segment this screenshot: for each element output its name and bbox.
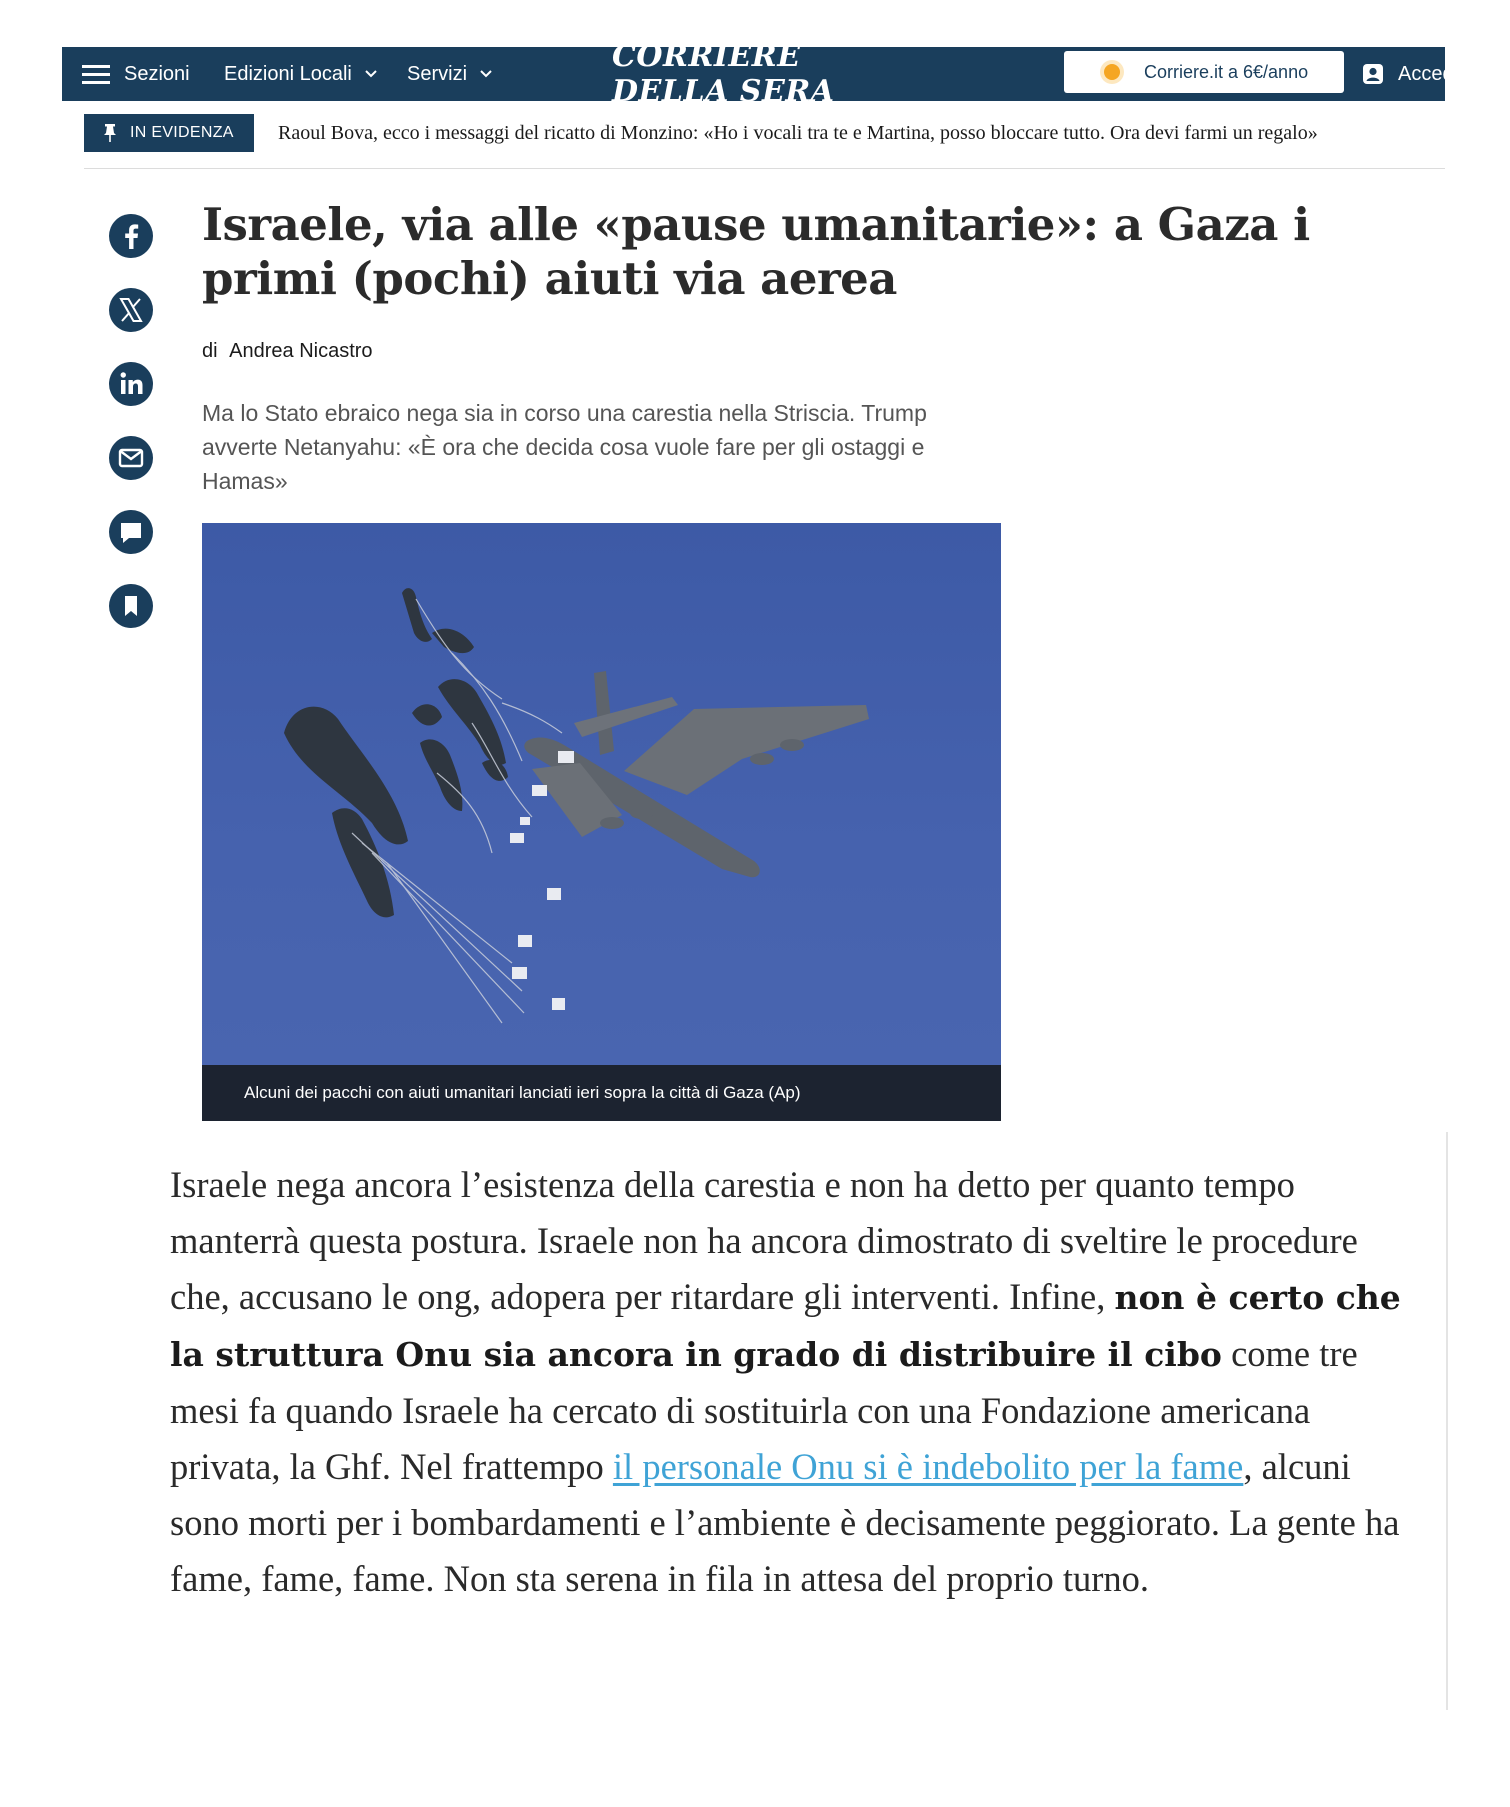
article-side-rule — [1446, 1132, 1448, 1710]
promo-label: Corriere.it a 6€/anno — [1144, 61, 1309, 82]
site-logo[interactable]: CORRIERE DELLA SERA — [612, 39, 835, 109]
bookmark-button[interactable] — [109, 584, 153, 628]
article-title: Israele, via alle «pause umanitarie»: a Gaza i primi (pochi) aiuti via aerea — [202, 198, 1310, 305]
comments-button[interactable] — [109, 510, 153, 554]
chevron-down-icon — [479, 69, 493, 79]
bookmark-icon — [109, 584, 153, 628]
evidence-headline-link[interactable]: Raoul Bova, ecco i messaggi del ricatto di Monzino: «Ho i vocali tra te e Martina, posso bloccare tutto. Ora devi farmi un regalo» — [278, 121, 1318, 144]
services-dropdown[interactable] — [407, 47, 493, 101]
paragraph-text-2: come tre mesi fa quando Israele ha cercato di sostituirla con una Fondazione americana privata, la Ghf. Nel frattempo — [170, 1333, 1358, 1487]
login-button[interactable] — [1362, 47, 1458, 101]
airdrop-illustration — [202, 523, 1001, 1065]
promo-dot-icon — [1104, 64, 1120, 80]
byline — [202, 340, 373, 363]
article-photo[interactable] — [202, 523, 1001, 1121]
comment-icon — [109, 510, 153, 554]
linkedin-share-button[interactable] — [109, 362, 153, 406]
services-label: Servizi — [407, 62, 468, 85]
facebook-share-button[interactable] — [109, 214, 153, 258]
login-label: Accedi — [1398, 62, 1459, 85]
in-evidence-badge — [84, 114, 254, 152]
author-link[interactable]: Andrea Nicastro — [229, 340, 373, 362]
sections-menu-button[interactable] — [82, 47, 190, 101]
paragraph-text-1: Israele nega ancora l’esistenza della carestia e non ha detto per quanto tempo manterrà questa postura. Israele non ha ancora dimostrato di sveltire le procedure che, accusano le ong, adopera per ritardare gli interventi. Infine, — [170, 1164, 1358, 1317]
social-share-bar — [109, 214, 153, 658]
byline-prefix: di — [202, 340, 218, 362]
linkedin-icon — [109, 362, 153, 406]
sections-label: Sezioni — [124, 62, 190, 85]
related-article-link[interactable]: il personale Onu si è indebolito per la fame — [612, 1446, 1244, 1487]
hamburger-icon — [82, 64, 110, 84]
photo-caption: Alcuni dei pacchi con aiuti umanitari lanciati ieri sopra la città di Gaza (Ap) — [202, 1065, 1001, 1121]
email-share-button[interactable] — [109, 436, 153, 480]
top-navbar — [62, 39, 1459, 109]
paragraph-text-3: , alcuni sono morti per i bombardamenti e l’ambiente è decisamente peggiorato. La gente ha fame, fame, fame. Non sta serena in fila in attesa del proprio turno. — [170, 1446, 1400, 1599]
x-share-button[interactable] — [109, 288, 153, 332]
article-subtitle: Ma lo Stato ebraico nega sia in corso una carestia nella Striscia. Trump avverte Netanyahu: «È ora che decida cosa vuole fare per gli ostaggi e Hamas» — [202, 400, 927, 494]
local-editions-label: Edizioni Locali — [224, 62, 352, 85]
pin-icon — [102, 123, 118, 143]
facebook-icon — [109, 214, 153, 258]
header-divider — [84, 168, 1445, 169]
user-icon — [1362, 63, 1384, 85]
local-editions-dropdown[interactable] — [224, 47, 378, 101]
email-icon — [109, 436, 153, 480]
subscription-promo-button[interactable] — [1064, 51, 1344, 93]
x-icon — [109, 288, 153, 332]
article-paragraph — [170, 1157, 1420, 1607]
paragraph-bold-text: non è certo che la struttura Onu sia ancora in grado di distribuire il cibo — [170, 1278, 1401, 1374]
in-evidence-label: IN EVIDENZA — [130, 124, 234, 141]
chevron-down-icon — [364, 69, 378, 79]
